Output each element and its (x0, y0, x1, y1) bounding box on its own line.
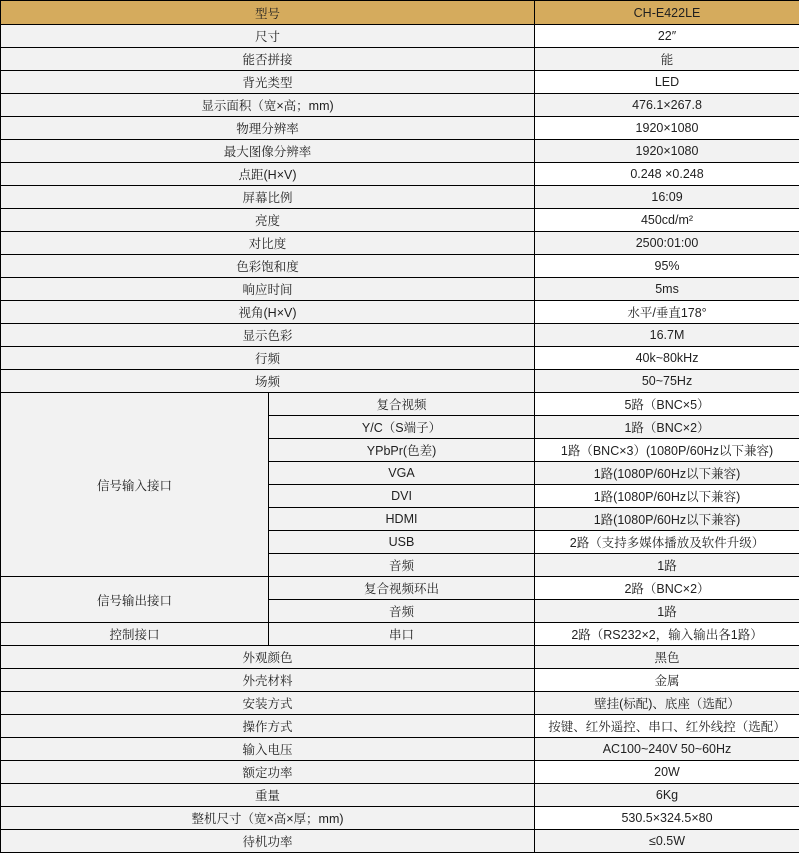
spec-value: 95% (535, 255, 799, 278)
spec-value: 水平/垂直178° (535, 301, 799, 324)
control-section-label: 控制接口 (1, 623, 269, 646)
spec-value: 2路（支持多媒体播放及软件升级） (535, 531, 799, 554)
spec-value: ≤0.5W (535, 830, 799, 853)
spec-value: 16.7M (535, 324, 799, 347)
spec-sublabel: 串口 (269, 623, 535, 646)
spec-label: 整机尺寸（宽×高×厚；mm) (1, 807, 535, 830)
spec-label: 额定功率 (1, 761, 535, 784)
spec-value: 壁挂(标配)、底座（选配） (535, 692, 799, 715)
spec-sublabel: Y/C（S端子） (269, 416, 535, 439)
spec-sublabel: 音频 (269, 554, 535, 577)
table-row (1, 232, 799, 255)
table-row (1, 94, 799, 117)
spec-value: 40k~80kHz (535, 347, 799, 370)
spec-value: 1路（BNC×2） (535, 416, 799, 439)
table-row (1, 324, 799, 347)
spec-value: 20W (535, 761, 799, 784)
table-row (1, 692, 799, 715)
table-row (1, 669, 799, 692)
spec-label: 点距(H×V) (1, 163, 535, 186)
table-row (1, 163, 799, 186)
spec-value: 530.5×324.5×80 (535, 807, 799, 830)
spec-sublabel: 复合视频环出 (269, 577, 535, 600)
spec-label: 最大图像分辨率 (1, 140, 535, 163)
table-row (1, 646, 799, 669)
table-row (1, 25, 799, 48)
spec-label: 视角(H×V) (1, 301, 535, 324)
spec-value: 5路（BNC×5） (535, 393, 799, 416)
spec-label: 亮度 (1, 209, 535, 232)
output-section-label: 信号输出接口 (1, 577, 269, 623)
spec-value: 50~75Hz (535, 370, 799, 393)
spec-value: 476.1×267.8 (535, 94, 799, 117)
spec-value: 1920×1080 (535, 117, 799, 140)
spec-label: 重量 (1, 784, 535, 807)
table-row (1, 370, 799, 393)
table-row (1, 807, 799, 830)
spec-sublabel: YPbPr(色差) (269, 439, 535, 462)
spec-value: 2路（BNC×2） (535, 577, 799, 600)
spec-value: AC100~240V 50~60Hz (535, 738, 799, 761)
table-row (1, 209, 799, 232)
table-row (1, 830, 799, 853)
table-row (1, 715, 799, 738)
table-row (1, 71, 799, 94)
spec-label: 行频 (1, 347, 535, 370)
spec-label: 对比度 (1, 232, 535, 255)
spec-sublabel: USB (269, 531, 535, 554)
input-section-label: 信号输入接口 (1, 393, 269, 577)
table-row (1, 186, 799, 209)
spec-label: 能否拼接 (1, 48, 535, 71)
table-row (1, 140, 799, 163)
spec-value: 5ms (535, 278, 799, 301)
spec-label: 待机功率 (1, 830, 535, 853)
spec-value: 1路(1080P/60Hz以下兼容) (535, 508, 799, 531)
spec-value: 1路(1080P/60Hz以下兼容) (535, 485, 799, 508)
table-row (1, 738, 799, 761)
spec-sublabel: VGA (269, 462, 535, 485)
spec-label: 外壳材料 (1, 669, 535, 692)
spec-value: 1920×1080 (535, 140, 799, 163)
spec-label: 响应时间 (1, 278, 535, 301)
table-row (1, 117, 799, 140)
spec-value: 金属 (535, 669, 799, 692)
spec-value: 2500:01:00 (535, 232, 799, 255)
spec-value: 450cd/m² (535, 209, 799, 232)
table-row (1, 48, 799, 71)
spec-value: 黑色 (535, 646, 799, 669)
spec-value: 按键、红外遥控、串口、红外线控（选配） (535, 715, 799, 738)
spec-value: 2路（RS232×2，输入输出各1路） (535, 623, 799, 646)
spec-value: 1路 (535, 554, 799, 577)
spec-sublabel: 复合视频 (269, 393, 535, 416)
spec-label: 操作方式 (1, 715, 535, 738)
spec-sublabel: DVI (269, 485, 535, 508)
spec-label: 显示面积（宽×高；mm) (1, 94, 535, 117)
spec-label: 尺寸 (1, 25, 535, 48)
spec-sublabel: 音频 (269, 600, 535, 623)
table-row (1, 577, 799, 600)
table-row (1, 784, 799, 807)
spec-value: 1路 (535, 600, 799, 623)
spec-label: 色彩饱和度 (1, 255, 535, 278)
table-row (1, 761, 799, 784)
spec-label: 输入电压 (1, 738, 535, 761)
model-header-value: CH-E422LE (535, 1, 799, 25)
table-row (1, 347, 799, 370)
model-header-label: 型号 (1, 1, 535, 25)
table-row (1, 301, 799, 324)
table-row (1, 278, 799, 301)
spec-label: 物理分辨率 (1, 117, 535, 140)
spec-value: 1路（BNC×3）(1080P/60Hz以下兼容) (535, 439, 799, 462)
spec-value: 22″ (535, 25, 799, 48)
spec-value: 能 (535, 48, 799, 71)
table-row (1, 393, 799, 416)
spec-value: LED (535, 71, 799, 94)
spec-label: 外观颜色 (1, 646, 535, 669)
spec-value: 0.248 ×0.248 (535, 163, 799, 186)
table-row (1, 255, 799, 278)
spec-label: 显示色彩 (1, 324, 535, 347)
table-row (1, 623, 799, 646)
spec-value: 16:09 (535, 186, 799, 209)
table-header-row (1, 1, 799, 25)
spec-label: 背光类型 (1, 71, 535, 94)
spec-value: 6Kg (535, 784, 799, 807)
spec-sublabel: HDMI (269, 508, 535, 531)
spec-label: 安装方式 (1, 692, 535, 715)
spec-label: 场频 (1, 370, 535, 393)
spec-value: 1路(1080P/60Hz以下兼容) (535, 462, 799, 485)
spec-label: 屏幕比例 (1, 186, 535, 209)
